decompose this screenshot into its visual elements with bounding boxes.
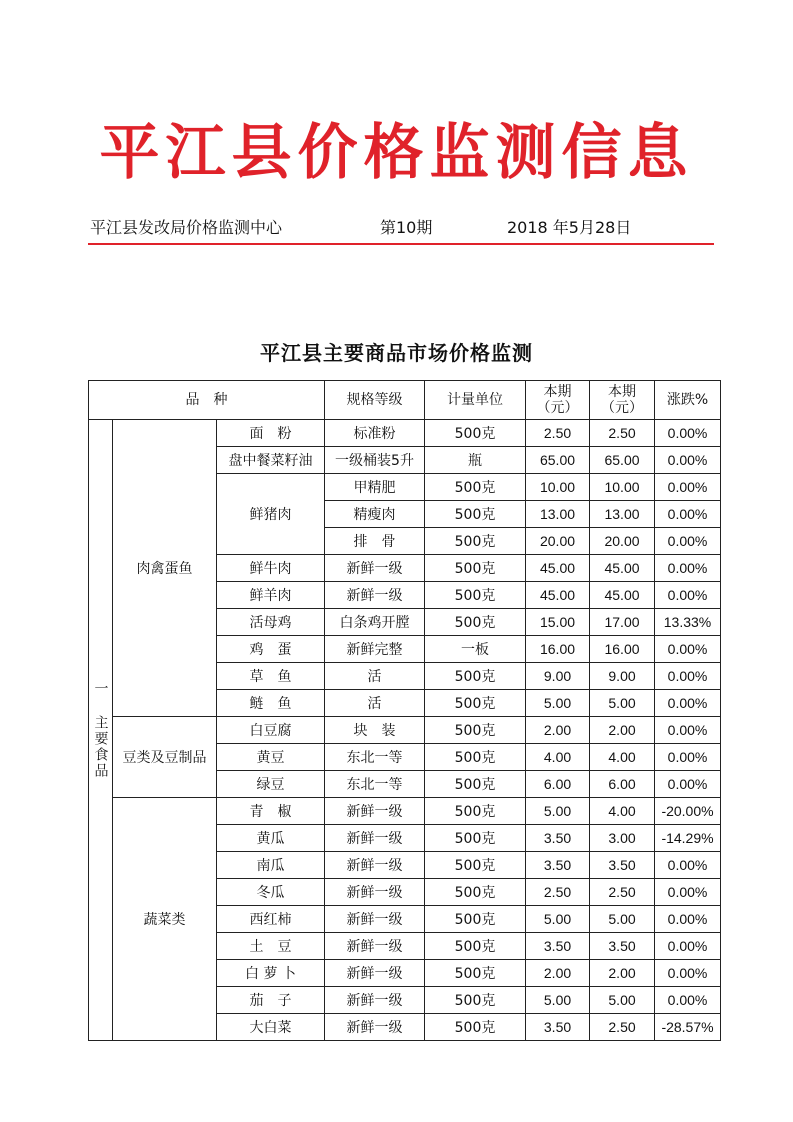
price-cell: 65.00 — [590, 447, 655, 474]
price-cell: 3.50 — [526, 1014, 590, 1041]
spec-cell: 东北一等 — [325, 744, 425, 771]
change-cell: 0.00% — [655, 690, 721, 717]
price-cell: 45.00 — [526, 555, 590, 582]
spec-cell: 活 — [325, 690, 425, 717]
price-cell: 2.50 — [590, 420, 655, 447]
unit-cell: 500克 — [425, 744, 526, 771]
unit-cell: 500克 — [425, 852, 526, 879]
unit-cell: 500克 — [425, 771, 526, 798]
issue-number: 第10期 — [380, 218, 433, 237]
unit-cell: 500克 — [425, 879, 526, 906]
spec-cell: 东北一等 — [325, 771, 425, 798]
price-cell: 2.00 — [590, 960, 655, 987]
price-cell: 5.00 — [590, 906, 655, 933]
item-name: 鸡 蛋 — [217, 636, 325, 663]
spec-cell: 活 — [325, 663, 425, 690]
change-cell: 0.00% — [655, 717, 721, 744]
document-title: 平江县价格监测信息 — [99, 118, 694, 188]
item-name: 冬瓜 — [217, 879, 325, 906]
change-cell: 0.00% — [655, 555, 721, 582]
spec-cell: 新鲜一级 — [325, 798, 425, 825]
change-cell: 0.00% — [655, 420, 721, 447]
spec-cell: 新鲜一级 — [325, 879, 425, 906]
price-cell: 65.00 — [526, 447, 590, 474]
item-name: 面 粉 — [217, 420, 325, 447]
change-cell: 0.00% — [655, 906, 721, 933]
unit-cell: 500克 — [425, 717, 526, 744]
price-cell: 20.00 — [590, 528, 655, 555]
price-cell: 2.50 — [526, 879, 590, 906]
spec-cell: 排 骨 — [325, 528, 425, 555]
spec-cell: 新鲜一级 — [325, 987, 425, 1014]
unit-cell: 500克 — [425, 420, 526, 447]
price-cell: 9.00 — [590, 663, 655, 690]
price-cell: 2.50 — [526, 420, 590, 447]
price-cell: 6.00 — [526, 771, 590, 798]
change-cell: -14.29% — [655, 825, 721, 852]
change-cell: 0.00% — [655, 771, 721, 798]
price-cell: 9.00 — [526, 663, 590, 690]
price-cell: 3.50 — [590, 933, 655, 960]
table-row — [89, 420, 721, 447]
price-cell: 20.00 — [526, 528, 590, 555]
spec-cell: 一级桶装5升 — [325, 447, 425, 474]
item-name: 土 豆 — [217, 933, 325, 960]
publisher: 平江县发改局价格监测中心 — [90, 218, 283, 237]
spec-cell: 新鲜完整 — [325, 636, 425, 663]
change-cell: 0.00% — [655, 501, 721, 528]
item-name: 草 鱼 — [217, 663, 325, 690]
change-cell: 0.00% — [655, 852, 721, 879]
item-name: 盘中餐菜籽油 — [217, 447, 325, 474]
price-cell: 5.00 — [526, 987, 590, 1014]
change-cell: 13.33% — [655, 609, 721, 636]
price-cell: 10.00 — [590, 474, 655, 501]
price-cell: 4.00 — [590, 744, 655, 771]
price-cell: 3.50 — [590, 852, 655, 879]
price-cell: 2.00 — [526, 717, 590, 744]
price-cell: 4.00 — [590, 798, 655, 825]
price-cell: 5.00 — [590, 987, 655, 1014]
change-cell: -20.00% — [655, 798, 721, 825]
table-row — [89, 798, 721, 825]
unit-cell: 500克 — [425, 528, 526, 555]
spec-cell: 标准粉 — [325, 420, 425, 447]
price-cell: 5.00 — [526, 798, 590, 825]
item-name: 鲜羊肉 — [217, 582, 325, 609]
spec-cell: 新鲜一级 — [325, 960, 425, 987]
price-cell: 13.00 — [526, 501, 590, 528]
header-unit: 计量单位 — [425, 381, 526, 420]
item-name: 白 萝 卜 — [217, 960, 325, 987]
price-cell: 15.00 — [526, 609, 590, 636]
unit-cell: 500克 — [425, 474, 526, 501]
category-name: 蔬菜类 — [113, 798, 217, 1041]
price-cell: 45.00 — [526, 582, 590, 609]
spec-cell: 白条鸡开膛 — [325, 609, 425, 636]
header-current-price-1: 本期 （元） — [526, 381, 590, 420]
issue-date: 2018 年5月28日 — [507, 218, 632, 237]
price-cell: 3.50 — [526, 825, 590, 852]
price-cell: 5.00 — [526, 906, 590, 933]
price-table — [88, 380, 721, 1041]
item-name: 白豆腐 — [217, 717, 325, 744]
change-cell: 0.00% — [655, 474, 721, 501]
header-current-price-2: 本期 （元） — [590, 381, 655, 420]
price-cell: 3.50 — [526, 933, 590, 960]
item-name: 鲢 鱼 — [217, 690, 325, 717]
price-cell: 2.00 — [590, 717, 655, 744]
unit-cell: 500克 — [425, 960, 526, 987]
change-cell: 0.00% — [655, 636, 721, 663]
header-divider — [88, 243, 714, 245]
change-cell: 0.00% — [655, 744, 721, 771]
spec-cell: 块 装 — [325, 717, 425, 744]
spec-cell: 新鲜一级 — [325, 933, 425, 960]
unit-cell: 500克 — [425, 501, 526, 528]
item-name: 黄瓜 — [217, 825, 325, 852]
change-cell: 0.00% — [655, 447, 721, 474]
unit-cell: 500克 — [425, 825, 526, 852]
item-name: 大白菜 — [217, 1014, 325, 1041]
price-cell: 4.00 — [526, 744, 590, 771]
price-cell: 2.00 — [526, 960, 590, 987]
unit-cell: 500克 — [425, 582, 526, 609]
header-change: 涨跌% — [655, 381, 721, 420]
spec-cell: 新鲜一级 — [325, 555, 425, 582]
item-name: 黄豆 — [217, 744, 325, 771]
spec-cell: 新鲜一级 — [325, 852, 425, 879]
change-cell: 0.00% — [655, 960, 721, 987]
item-name: 青 椒 — [217, 798, 325, 825]
item-name: 鲜牛肉 — [217, 555, 325, 582]
table-body — [89, 420, 721, 1041]
table-title: 平江县主要商品市场价格监测 — [260, 341, 533, 365]
price-cell: 16.00 — [526, 636, 590, 663]
change-cell: 0.00% — [655, 663, 721, 690]
unit-cell: 500克 — [425, 798, 526, 825]
spec-cell: 新鲜一级 — [325, 906, 425, 933]
spec-cell: 新鲜一级 — [325, 582, 425, 609]
change-cell: 0.00% — [655, 879, 721, 906]
price-cell: 3.50 — [526, 852, 590, 879]
change-cell: 0.00% — [655, 933, 721, 960]
price-cell: 2.50 — [590, 1014, 655, 1041]
header-spec: 规格等级 — [325, 381, 425, 420]
price-cell: 13.00 — [590, 501, 655, 528]
category-name: 肉禽蛋鱼 — [113, 420, 217, 717]
item-name: 绿豆 — [217, 771, 325, 798]
unit-cell: 500克 — [425, 906, 526, 933]
spec-cell: 新鲜一级 — [325, 825, 425, 852]
unit-cell: 一板 — [425, 636, 526, 663]
unit-cell: 500克 — [425, 1014, 526, 1041]
item-name: 西红柿 — [217, 906, 325, 933]
item-name: 南瓜 — [217, 852, 325, 879]
price-cell: 5.00 — [526, 690, 590, 717]
unit-cell: 500克 — [425, 663, 526, 690]
price-cell: 3.00 — [590, 825, 655, 852]
price-cell: 45.00 — [590, 555, 655, 582]
category-name: 豆类及豆制品 — [113, 717, 217, 798]
unit-cell: 500克 — [425, 609, 526, 636]
header-variety: 品 种 — [89, 381, 325, 420]
price-cell: 45.00 — [590, 582, 655, 609]
table-header-row — [89, 381, 721, 420]
unit-cell: 500克 — [425, 690, 526, 717]
unit-cell: 500克 — [425, 987, 526, 1014]
table-row — [89, 717, 721, 744]
unit-cell: 500克 — [425, 933, 526, 960]
item-name: 鲜猪肉 — [217, 474, 325, 555]
price-cell: 6.00 — [590, 771, 655, 798]
price-cell: 17.00 — [590, 609, 655, 636]
change-cell: 0.00% — [655, 528, 721, 555]
item-name: 活母鸡 — [217, 609, 325, 636]
spec-cell: 精瘦肉 — [325, 501, 425, 528]
price-cell: 10.00 — [526, 474, 590, 501]
change-cell: 0.00% — [655, 582, 721, 609]
change-cell: -28.57% — [655, 1014, 721, 1041]
unit-cell: 瓶 — [425, 447, 526, 474]
unit-cell: 500克 — [425, 555, 526, 582]
section-label: 一 主要食品 — [89, 420, 113, 1041]
price-cell: 2.50 — [590, 879, 655, 906]
spec-cell: 新鲜一级 — [325, 1014, 425, 1041]
spec-cell: 甲精肥 — [325, 474, 425, 501]
price-cell: 16.00 — [590, 636, 655, 663]
item-name: 茄 子 — [217, 987, 325, 1014]
price-cell: 5.00 — [590, 690, 655, 717]
change-cell: 0.00% — [655, 987, 721, 1014]
